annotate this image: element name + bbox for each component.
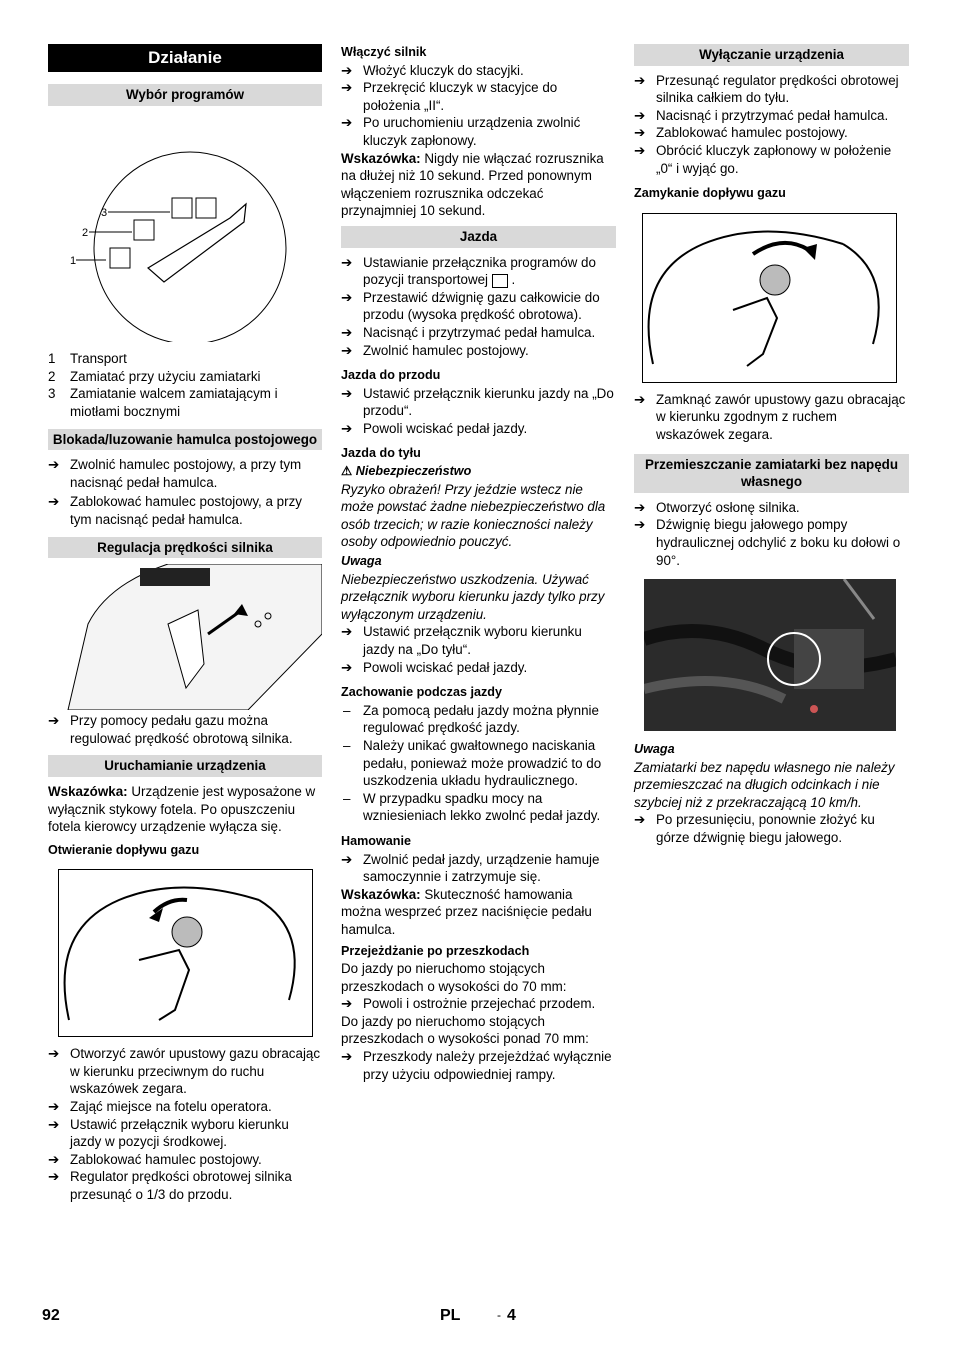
list-item: ➔ Powoli i ostrożnie przejechać przodem. <box>341 996 596 1012</box>
section-number: 4 <box>507 1307 516 1324</box>
list-item: 2 Zamiatać przy użyciu zamiatarki <box>48 368 261 384</box>
bypass-lever-photo <box>644 579 896 731</box>
reverse-heading: Jazda do tyłu <box>341 446 421 461</box>
arrow-right-icon: ➔ <box>341 324 353 340</box>
section-off-heading: Wyłączanie urządzenia <box>634 44 909 66</box>
arrow-right-icon: ➔ <box>341 342 353 358</box>
list-item: ➔ Zamknąć zawór upustowy gazu obracając w kierunku zgodnym z ruchem wskazówek zegara. <box>634 391 906 442</box>
list-item: ➔ Ustawić przełącznik kierunku jazdy na „Do przodu“. <box>341 385 614 419</box>
list-item: ➔ Zwolnić pedał jazdy, urządzenie hamuje samoczynnie i zatrzymuje się. <box>341 851 600 885</box>
arrow-right-icon: ➔ <box>48 494 60 510</box>
list-item: ➔ Przesunąć regulator prędkości obrotowej silnika całkiem do tyłu. <box>634 72 899 106</box>
list-item: ➔ Ustawić przełącznik wyboru kierunku jazdy na „Do tyłu“. <box>341 624 582 657</box>
list-item: ➔ Zablokować hamulec postojowy, a przy tym nacisnąć pedał hamulca. <box>48 494 302 527</box>
svg-text:2: 2 <box>82 226 89 239</box>
section-start-heading: Uruchamianie urządzenia <box>48 755 322 777</box>
list-item: ➔ Przeszkody należy przejeżdżać wyłącznie przy użyciu odpowiedniej rampy. <box>341 1049 612 1082</box>
list-item: 3 Zamiatanie walcem zamiatającym i miotłami bocznymi <box>48 386 278 419</box>
list-item: ➔ Zablokować hamulec postojowy. <box>48 1151 262 1167</box>
arrow-right-icon: ➔ <box>341 420 353 436</box>
arrow-right-icon: ➔ <box>634 107 646 123</box>
list-item: ➔ Ustawianie przełącznika programów do pozycji transportowej . <box>341 254 596 288</box>
list-item: ➔ Włożyć kluczyk do stacyjki. <box>341 62 524 78</box>
arrow-right-icon: ➔ <box>48 1046 60 1062</box>
caution-text: Niebezpieczeństwo uszkodzenia. Używać przełącznik wyboru kierunku jazdy tylko przy wyłączonym urządzeniu. <box>341 571 605 622</box>
braking-heading: Hamowanie <box>341 833 411 848</box>
caution-text: Zamiatarki bez napędu własnego nie należy przemieszczać na długich odcinkach i nie szybciej niż z przekraczającą 10 km/h. <box>634 759 895 810</box>
list-item: ➔ Nacisnąć i przytrzymać pedał hamulca. <box>341 324 596 340</box>
list-item: ➔ Ustawić przełącznik wyboru kierunku jazdy w pozycji środkowej. <box>48 1116 289 1150</box>
list-item: ➔ Otworzyć osłonę silnika. <box>634 499 800 515</box>
section-drive-heading: Jazda <box>341 226 616 248</box>
arrow-right-icon: ➔ <box>341 624 353 640</box>
section-speed-heading: Regulacja prędkości silnika <box>48 537 322 559</box>
behaviour-heading: Zachowanie podczas jazdy <box>341 685 502 700</box>
list-item: ➔ Przestawić dźwignię gazu całkowicie do przodu (wysoka prędkość obrotowa). <box>341 289 600 323</box>
list-item: ➔ Powoli wciskać pedał jazdy. <box>341 420 528 436</box>
list-item: ➔ Zwolnić hamulec postojowy. <box>341 342 529 358</box>
arrow-right-icon: ➔ <box>48 1169 60 1185</box>
arrow-right-icon: ➔ <box>341 80 353 96</box>
arrow-right-icon: ➔ <box>341 254 353 270</box>
obstacles-heading: Przejeżdżanie po przeszkodach <box>341 943 530 958</box>
start-note: Wskazówka: Urządzenie jest wyposażone w wyłącznik stykowy fotela. Po opuszczeniu fotela kierowcy urządzenie wyłącza się. <box>48 783 316 835</box>
close-gas-valve-figure <box>642 213 897 383</box>
arrow-right-icon: ➔ <box>341 996 353 1012</box>
arrow-right-icon: ➔ <box>634 125 646 141</box>
arrow-right-icon: ➔ <box>341 385 353 401</box>
list-item: – Za pomocą pedału jazdy można płynnie regulować prędkość jazdy. <box>343 702 599 736</box>
programs-list <box>48 350 322 420</box>
language-code: PL <box>440 1307 461 1324</box>
list-item: – W przypadku spadku mocy na wzniesieniach lekko zwolnć pedał jazdy. <box>343 790 601 824</box>
list-item: ➔ Nacisnąć i przytrzymać pedał hamulca. <box>634 107 889 123</box>
forward-heading: Jazda do przodu <box>341 368 441 383</box>
arrow-right-icon: ➔ <box>48 713 60 729</box>
list-item: ➔ Obrócić kluczyk zapłonowy w położenie „0“ i wyjąć go. <box>634 142 892 176</box>
open-gas-heading: Otwieranie dopływu gazu <box>48 842 200 857</box>
list-item: ➔ Zablokować hamulec postojowy. <box>634 125 848 141</box>
arrow-right-icon: ➔ <box>634 72 646 88</box>
list-item: ➔ Przy pomocy pedału gazu można regulować prędkość obrotową silnika. <box>48 713 293 746</box>
section-programs-heading: Wybór programów <box>48 84 322 106</box>
arrow-right-icon: ➔ <box>48 1116 60 1132</box>
caution-heading: Uwaga <box>634 742 675 757</box>
engine-on-heading: Włączyć silnik <box>341 45 427 59</box>
list-item: ➔ Przekręcić kluczyk w stacyjce do położenia „II“. <box>341 80 558 113</box>
list-item: ➔ Dźwignię biegu jałowego pompy hydraulicznej odchylić z boku ku dołowi o 90°. <box>634 517 901 568</box>
speed-lever-figure <box>48 564 322 710</box>
svg-text:3: 3 <box>101 206 108 219</box>
arrow-right-icon: ➔ <box>341 1049 353 1065</box>
danger-heading: ⚠ Niebezpieczeństwo <box>341 464 472 479</box>
svg-text:1: 1 <box>70 254 77 267</box>
caution-heading: Uwaga <box>341 554 382 569</box>
arrow-right-icon: ➔ <box>341 851 353 867</box>
braking-note: Wskazówka: Skuteczność hamowania można wesprzeć przez naciśnięcie pedału hamulca. <box>341 886 592 937</box>
arrow-right-icon: ➔ <box>634 142 646 158</box>
list-item: ➔ Po uruchomieniu urządzenia zwolnić kluczyk zapłonowy. <box>341 115 581 148</box>
arrow-right-icon: ➔ <box>634 499 646 515</box>
arrow-right-icon: ➔ <box>634 391 646 407</box>
list-item: – Należy unikać gwałtownego naciskania pedału, ponieważ może prowadzić to do uszkodzenia układu hydraulicznego. <box>343 737 602 789</box>
arrow-right-icon: ➔ <box>341 659 353 675</box>
list-item: ➔ Powoli wciskać pedał jazdy. <box>341 659 528 675</box>
page-number: 92 <box>42 1307 60 1324</box>
arrow-right-icon: ➔ <box>634 812 646 828</box>
arrow-right-icon: ➔ <box>634 517 646 533</box>
list-item: ➔ Regulator prędkości obrotowej silnika przesunąć o 1/3 do przodu. <box>48 1169 292 1203</box>
list-item: ➔ Otworzyć zawór upustowy gazu obracając w kierunku przeciwnym do ruchu wskazówek zegara. <box>48 1046 321 1097</box>
arrow-right-icon: ➔ <box>341 289 353 305</box>
transport-mode-icon <box>492 274 508 288</box>
close-gas-heading: Zamykanie dopływu gazu <box>634 186 786 201</box>
column-1 <box>48 44 322 1204</box>
list-item: 1 Transport <box>48 351 127 367</box>
hopper-icon <box>196 198 216 218</box>
side-brush-icon <box>134 220 154 240</box>
list-item: ➔ Zwolnić hamulec postojowy, a przy tym nacisnąć pedał hamulca. <box>48 457 302 490</box>
arrow-right-icon: ➔ <box>341 62 353 78</box>
footer-separator: - <box>497 1308 501 1322</box>
warning-triangle-icon: ⚠ <box>341 464 353 479</box>
transport-icon <box>110 248 130 268</box>
list-item: ➔ Po przesunięciu, ponownie złożyć ku górze dźwignię biegu jałowego. <box>634 812 875 846</box>
arrow-right-icon: ➔ <box>48 1099 60 1115</box>
arrow-right-icon: ➔ <box>48 457 60 473</box>
danger-text: Ryzyko obrażeń! Przy jeździe wstecz nie może powstać żadne niebezpieczeństwo dla osób trzecich; w razie konieczności należy osoby odpowiednio pouczyć. <box>341 481 606 550</box>
obstacles-text-2: Do jazdy po nieruchomo stojących przeszkodach o wysokości ponad 70 mm: <box>341 1013 589 1047</box>
engine-note: Wskazówka: Nigdy nie włączać rozrusznika na dłużej niż 10 sekund. Przed ponownym włączeniem rozrusznika odczekać przynajmniej 10 sekund. <box>341 150 604 219</box>
open-gas-valve-figure <box>58 869 313 1037</box>
arrow-right-icon: ➔ <box>48 1151 60 1167</box>
column-2 <box>341 44 616 1083</box>
arrow-right-icon: ➔ <box>341 115 353 131</box>
section-brake-heading: Blokada/luzowanie hamulca postojowego <box>48 429 322 451</box>
control-panel-icon <box>140 568 210 586</box>
column-3 <box>634 44 909 847</box>
section-move-heading: Przemieszczanie zamiatarki bez napędu własnego <box>634 454 909 493</box>
page-title: Działanie <box>48 44 322 72</box>
list-item: ➔ Zająć miejsce na fotelu operatora. <box>48 1099 272 1115</box>
roller-brush-icon <box>172 198 192 218</box>
program-selector-figure <box>48 112 322 342</box>
obstacles-text-1: Do jazdy po nieruchomo stojących przeszkodach o wysokości do 70 mm: <box>341 961 567 994</box>
